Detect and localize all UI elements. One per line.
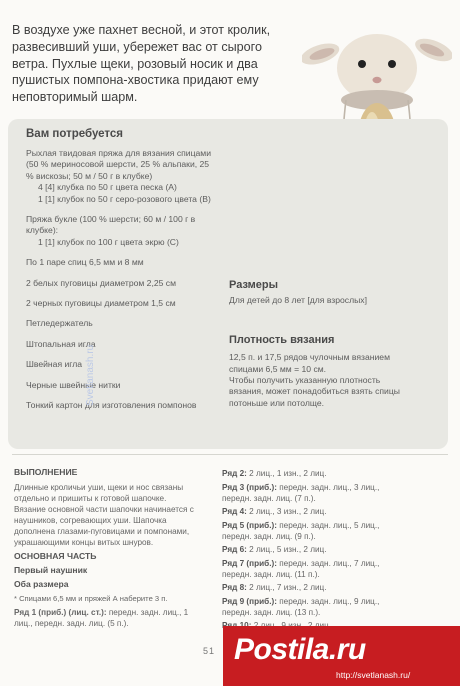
- materials-heading: Вам потребуется: [26, 128, 124, 140]
- row-item: Ряд 7 (приб.): передн. задн. лиц., 7 лиц., передн. задн. лиц. (11 п.).: [222, 558, 380, 579]
- source-url[interactable]: http://svetlanash.ru/: [336, 670, 411, 680]
- sizes-text: Для детей до 8 лет [для взрослых]: [229, 295, 367, 306]
- cardboard-item: Тонкий картон для изготовления помпонов: [26, 400, 197, 411]
- instructions-right: [222, 468, 410, 634]
- watermark: [82, 270, 96, 410]
- watermark-text: Svetlanash.ru: [85, 344, 96, 406]
- yarn-1-color-b: 1 [1] клубок по 50 г серо-розового цвета (B): [38, 193, 211, 204]
- sewing-needle-item: Швейная игла: [26, 359, 83, 370]
- tapestry-needle-item: Штопальная игла: [26, 338, 96, 349]
- row-item: Ряд 2: 2 лиц., 1 изн., 2 лиц.: [222, 469, 327, 478]
- row-item: Ряд 4: 2 лиц., 3 изн., 2 лиц.: [222, 507, 327, 516]
- gauge-text-2: Чтобы получить указанную плотность вязания, может понадобиться взять спицы потоньше или потолще.: [229, 375, 400, 408]
- work-paragraph: Длинные кроличьи уши, щеки и нос связаны отдельно и пришиты к готовой шапочке. Вязание основной части шапочки начинается с наушников, согревающих уши. Шапочка дополнена глазами-пуговицами и помпонами, украшающими концы витых шнуров.: [14, 483, 194, 547]
- row-1-text: передн. задн. лиц., 1 лиц., передн. задн. лиц. (5 п.).: [14, 608, 189, 628]
- materials-list: [26, 148, 216, 412]
- row-item: Ряд 5 (приб.): передн. задн. лиц., 5 лиц., передн. задн. лиц. (9 п.).: [222, 520, 380, 541]
- postila-logo[interactable]: Postila.ru: [234, 633, 366, 666]
- gauge-text-1: 12,5 п. и 17,5 рядов чулочным вязанием спицами 6,5 мм = 10 см.: [229, 352, 390, 374]
- instructions-left: [14, 464, 200, 629]
- page-number: 51: [203, 646, 216, 656]
- row-1-label: Ряд 1 (приб.) (лиц. ст.):: [14, 608, 107, 617]
- gauge-heading: Плотность вязания: [229, 333, 335, 346]
- cast-on-note: * Спицами 6,5 мм и пряжей А наберите 3 п.: [14, 594, 168, 603]
- black-buttons-item: 2 черных пуговицы диаметром 1,5 см: [26, 298, 176, 309]
- needles-item: По 1 паре спиц 6,5 мм и 8 мм: [26, 257, 144, 268]
- row-item: Ряд 9 (приб.): передн. задн. лиц., 9 лиц., передн. задн. лиц. (13 п.).: [222, 596, 380, 617]
- row-item: Ряд 6: 2 лиц., 5 изн., 2 лиц.: [222, 545, 327, 554]
- yarn-2-color-c: 1 [1] клубок по 100 г цвета экрю (C): [38, 236, 179, 247]
- thread-item: Черные швейные нитки: [26, 379, 121, 390]
- work-heading: ВЫПОЛНЕНИЕ: [14, 467, 78, 477]
- yarn-2-description: Пряжа букле (100 % шерсти; 60 м / 100 г в клубке):: [26, 214, 196, 236]
- row-item: Ряд 3 (приб.): передн. задн. лиц., 3 лиц., передн. задн. лиц. (7 п.).: [222, 482, 380, 503]
- sizes-heading: Размеры: [229, 279, 279, 291]
- sizes-gauge-column: [229, 280, 409, 409]
- yarn-1-color-a: 4 [4] клубка по 50 г цвета песка (A): [38, 182, 177, 193]
- row-item: Ряд 8: 2 лиц., 7 изн., 2 лиц.: [222, 583, 327, 592]
- both-sizes-heading: Оба размера: [14, 579, 69, 589]
- main-part-heading: ОСНОВНАЯ ЧАСТЬ: [14, 551, 97, 561]
- section-divider: [12, 454, 448, 455]
- first-flap-heading: Первый наушник: [14, 565, 88, 575]
- yarn-1-description: Рыхлая твидовая пряжа для вязания спицами (50 % мериносовой шерсти, 25 % альпаки, 25 % вискозы; 50 м / 50 г в клубке): [26, 148, 211, 181]
- white-buttons-item: 2 белых пуговицы диаметром 2,25 см: [26, 277, 176, 288]
- intro-text: В воздухе уже пахнет весной, и этот кролик, развесивший уши, убережет вас от сырого ветра. Пухлые щеки, розовый носик и два пушистых помпона-хвостика придают ему неповторимый шарм.: [12, 23, 271, 105]
- stitch-holder-item: Петледержатель: [26, 318, 93, 329]
